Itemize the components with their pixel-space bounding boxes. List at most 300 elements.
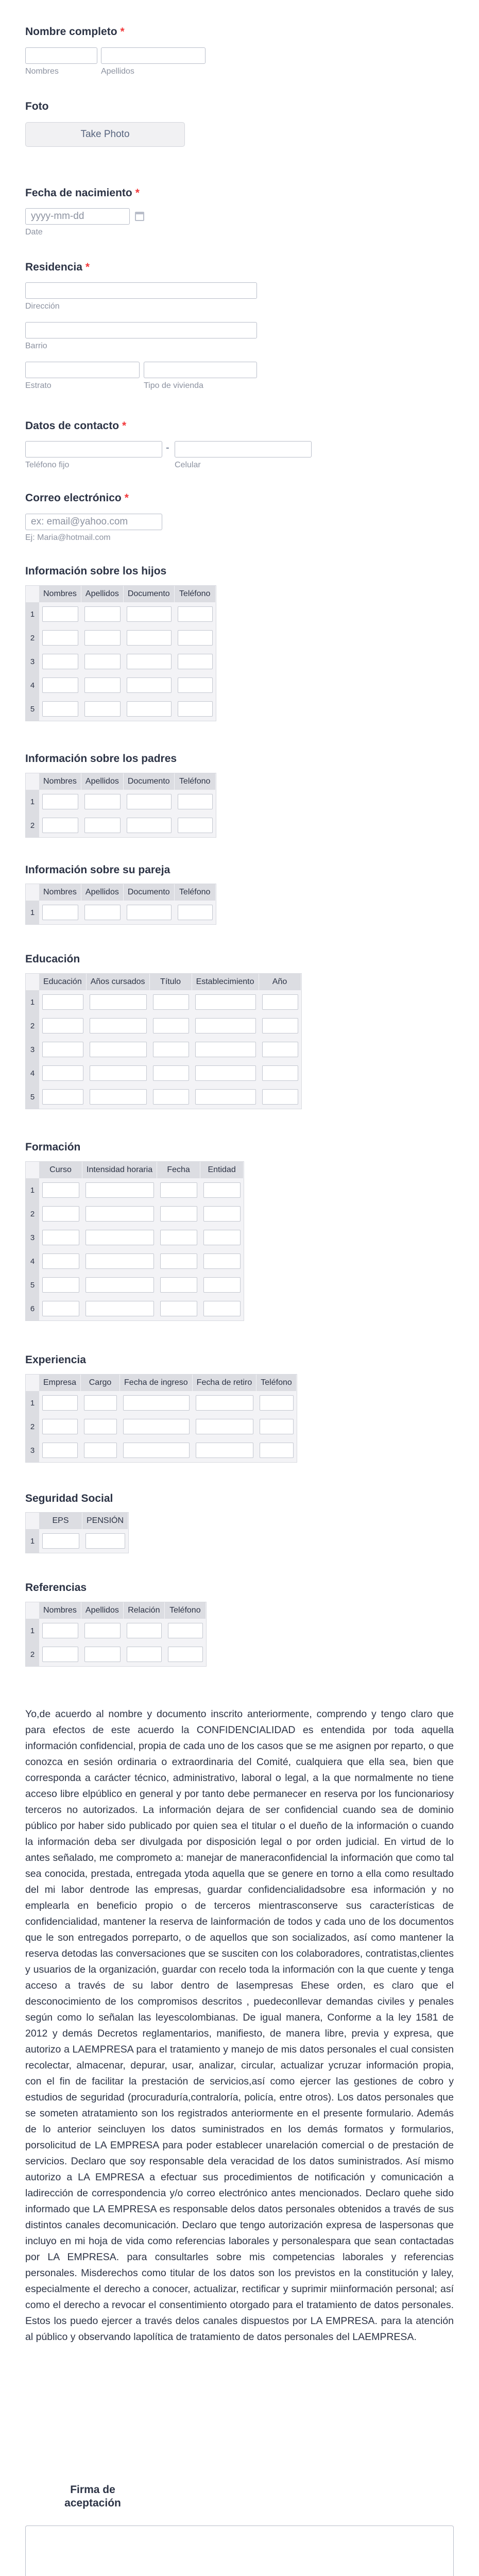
birthdate-label-text: Fecha de nacimiento (25, 187, 132, 199)
birthdate-input[interactable] (25, 208, 130, 225)
matrix-row-header: 1 (26, 1178, 39, 1202)
matrix-cell (175, 697, 216, 721)
matrix-cell-input[interactable] (203, 1277, 241, 1293)
matrix-row-header: 2 (26, 1642, 39, 1666)
mobile-sublabel: Celular (175, 461, 201, 469)
calendar-icon[interactable] (135, 212, 144, 221)
matrix-cell-input[interactable] (42, 1018, 83, 1033)
matrix-row-header: 3 (26, 1438, 39, 1462)
matrix-column-header: Nombres (39, 1602, 81, 1619)
matrix-cell-input[interactable] (262, 1065, 298, 1081)
matrix-cell (259, 1014, 301, 1038)
matrix-column-header: Apellidos (81, 773, 124, 790)
matrix-column-header: Cargo (81, 1375, 120, 1391)
matrix-cell-input[interactable] (42, 1533, 79, 1549)
matrix-cell-input[interactable] (196, 1419, 254, 1434)
matrix-cell-input[interactable] (127, 630, 172, 646)
matrix-column-header: Nombres (39, 773, 81, 790)
matrix-cell-input[interactable] (42, 1182, 79, 1198)
matrix-cell-input[interactable] (262, 1089, 298, 1105)
matrix-cell (120, 1438, 193, 1462)
full-name-label (25, 26, 125, 38)
matrix-corner (26, 1513, 39, 1529)
matrix-cell (82, 1226, 157, 1249)
matrix-cell (193, 1391, 257, 1415)
matrix-cell (157, 1297, 200, 1320)
matrix-row-header: 1 (26, 790, 39, 814)
matrix-cell (175, 814, 216, 837)
matrix-cell-input[interactable] (127, 818, 172, 833)
training-title: Formación (25, 1141, 81, 1153)
required-marker: * (120, 26, 125, 38)
matrix-cell-input[interactable] (84, 818, 121, 833)
matrix-cell-input[interactable] (123, 1419, 190, 1434)
matrix-column-header: Entidad (200, 1162, 244, 1178)
matrix-cell-input[interactable] (42, 701, 78, 717)
matrix-cell-input[interactable] (42, 677, 78, 693)
matrix-cell-input[interactable] (123, 1443, 190, 1458)
email-label (25, 492, 129, 504)
matrix-cell (39, 626, 81, 650)
matrix-cell (39, 1642, 81, 1666)
matrix-row-header: 2 (26, 1014, 39, 1038)
matrix-row-header: 6 (26, 1297, 39, 1320)
matrix-cell-input[interactable] (85, 1277, 154, 1293)
matrix-cell-input[interactable] (127, 794, 172, 809)
matrix-cell-input[interactable] (84, 1395, 117, 1411)
matrix-cell-input[interactable] (203, 1301, 241, 1316)
matrix-cell-input[interactable] (153, 1042, 189, 1057)
matrix-cell-input[interactable] (84, 654, 121, 669)
matrix-cell-input[interactable] (168, 1623, 203, 1638)
matrix-cell-input[interactable] (84, 905, 121, 920)
matrix-cell (39, 1178, 82, 1202)
matrix-cell-input[interactable] (42, 1395, 78, 1411)
residence-label-text: Residencia (25, 261, 82, 273)
residence-label (25, 261, 90, 274)
matrix-corner (26, 1162, 39, 1178)
matrix-column-header: Documento (124, 586, 175, 602)
matrix-cell-input[interactable] (127, 1647, 162, 1662)
references-title: Referencias (25, 1582, 87, 1594)
signature-pad[interactable] (25, 2526, 454, 2576)
required-marker: * (135, 187, 140, 199)
matrix-corner (26, 884, 39, 901)
matrix-cell (259, 1085, 301, 1109)
matrix-column-header: Teléfono (256, 1375, 297, 1391)
matrix-cell (39, 1273, 82, 1297)
matrix-cell-input[interactable] (262, 1042, 298, 1057)
matrix-cell (87, 990, 150, 1014)
matrix-cell (87, 1085, 150, 1109)
matrix-cell-input[interactable] (127, 905, 172, 920)
matrix-cell-input[interactable] (203, 1230, 241, 1245)
matrix-cell-input[interactable] (160, 1206, 197, 1222)
matrix-cell-input[interactable] (84, 630, 121, 646)
matrix-cell-input[interactable] (260, 1419, 294, 1434)
matrix-cell-input[interactable] (178, 905, 213, 920)
contact-label-text: Datos de contacto (25, 420, 119, 432)
email-input[interactable] (25, 514, 162, 530)
matrix-cell (124, 650, 175, 673)
matrix-cell-input[interactable] (42, 1443, 78, 1458)
matrix-cell-input[interactable] (85, 1206, 154, 1222)
matrix-row-header: 4 (26, 1061, 39, 1085)
matrix-cell (256, 1415, 297, 1438)
matrix-cell-input[interactable] (203, 1253, 241, 1269)
matrix-cell-input[interactable] (262, 1018, 298, 1033)
experience-matrix (25, 1374, 297, 1463)
matrix-column-header: Año (259, 974, 301, 990)
matrix-cell-input[interactable] (153, 1089, 189, 1105)
matrix-row-header: 1 (26, 1619, 39, 1642)
matrix-cell (193, 1438, 257, 1462)
matrix-cell (175, 790, 216, 814)
matrix-row-header: 3 (26, 650, 39, 673)
matrix-row (26, 814, 216, 837)
matrix-cell-input[interactable] (178, 701, 213, 717)
matrix-cell (193, 1415, 257, 1438)
matrix-cell-input[interactable] (42, 1065, 83, 1081)
matrix-cell (39, 990, 87, 1014)
matrix-cell-input[interactable] (160, 1182, 197, 1198)
matrix-cell (39, 1202, 82, 1226)
matrix-row-header: 2 (26, 1415, 39, 1438)
matrix-cell-input[interactable] (127, 654, 172, 669)
matrix-column-header: Años cursados (87, 974, 150, 990)
matrix-cell-input[interactable] (42, 905, 78, 920)
matrix-column-header: Establecimiento (192, 974, 259, 990)
matrix-cell (39, 1226, 82, 1249)
neighborhood-input[interactable] (25, 322, 257, 338)
matrix-cell (124, 1619, 165, 1642)
neighborhood-sublabel: Barrio (25, 342, 47, 350)
matrix-cell-input[interactable] (203, 1206, 241, 1222)
matrix-cell-input[interactable] (160, 1301, 197, 1316)
matrix-cell (81, 1438, 120, 1462)
matrix-column-header: Intensidad horaria (82, 1162, 157, 1178)
matrix-cell-input[interactable] (195, 1065, 256, 1081)
matrix-row-header: 4 (26, 1249, 39, 1273)
matrix-cell (87, 1038, 150, 1061)
first-name-input[interactable] (25, 47, 97, 64)
matrix-cell-input[interactable] (42, 794, 78, 809)
matrix-cell (39, 790, 81, 814)
references-matrix (25, 1602, 207, 1667)
address-input[interactable] (25, 282, 257, 299)
partner-matrix (25, 884, 216, 925)
matrix-cell (39, 673, 81, 697)
matrix-cell (256, 1438, 297, 1462)
matrix-cell-input[interactable] (90, 994, 147, 1010)
matrix-cell (82, 1178, 157, 1202)
first-name-sublabel: Nombres (25, 67, 59, 76)
signature-label: Firma de aceptación (64, 2484, 121, 2509)
parents-info-title: Información sobre los padres (25, 753, 177, 765)
matrix-cell (200, 1249, 244, 1273)
social-security-title: Seguridad Social (25, 1493, 113, 1504)
matrix-cell (81, 1391, 120, 1415)
matrix-cell-input[interactable] (42, 1230, 79, 1245)
matrix-cell-input[interactable] (90, 1065, 147, 1081)
matrix-cell-input[interactable] (195, 1018, 256, 1033)
matrix-cell (150, 1085, 192, 1109)
matrix-column-header: Teléfono (175, 586, 216, 602)
matrix-cell-input[interactable] (160, 1277, 197, 1293)
social-security-matrix (25, 1512, 129, 1553)
matrix-cell-input[interactable] (42, 818, 78, 833)
matrix-row (26, 1226, 244, 1249)
mobile-input[interactable] (175, 441, 312, 457)
matrix-cell (82, 1249, 157, 1273)
required-marker: * (122, 420, 127, 432)
matrix-cell-input[interactable] (42, 1042, 83, 1057)
matrix-cell-input[interactable] (168, 1647, 203, 1662)
matrix-cell (81, 626, 124, 650)
matrix-cell (124, 814, 175, 837)
matrix-cell-input[interactable] (42, 606, 78, 622)
matrix-row-header: 1 (26, 602, 39, 626)
matrix-cell (39, 814, 81, 837)
matrix-cell-input[interactable] (178, 606, 213, 622)
matrix-column-header: Documento (124, 773, 175, 790)
matrix-cell-input[interactable] (160, 1230, 197, 1245)
matrix-column-header: Apellidos (81, 586, 124, 602)
matrix-cell (175, 673, 216, 697)
matrix-cell (39, 1038, 87, 1061)
matrix-cell-input[interactable] (178, 794, 213, 809)
matrix-cell (200, 1226, 244, 1249)
matrix-cell-input[interactable] (84, 1623, 121, 1638)
matrix-cell-input[interactable] (195, 994, 256, 1010)
matrix-cell (124, 626, 175, 650)
matrix-cell (157, 1178, 200, 1202)
matrix-cell-input[interactable] (42, 654, 78, 669)
matrix-cell-input[interactable] (127, 606, 172, 622)
matrix-cell-input[interactable] (84, 677, 121, 693)
matrix-cell (200, 1297, 244, 1320)
landline-sublabel: Teléfono fijo (25, 461, 70, 469)
matrix-row-header: 3 (26, 1038, 39, 1061)
matrix-cell (259, 990, 301, 1014)
matrix-cell-input[interactable] (85, 1230, 154, 1245)
matrix-cell (81, 650, 124, 673)
email-sublabel: Ej: Maria@hotmail.com (25, 533, 111, 542)
matrix-cell-input[interactable] (260, 1395, 294, 1411)
matrix-cell (81, 790, 124, 814)
matrix-row (26, 1438, 297, 1462)
matrix-cell (39, 1297, 82, 1320)
matrix-cell-input[interactable] (42, 1419, 78, 1434)
matrix-cell-input[interactable] (42, 994, 83, 1010)
matrix-cell (39, 602, 81, 626)
matrix-row (26, 1061, 301, 1085)
matrix-row (26, 1249, 244, 1273)
matrix-column-header: Teléfono (165, 1602, 206, 1619)
matrix-cell (39, 901, 81, 924)
matrix-cell-input[interactable] (85, 1182, 154, 1198)
matrix-corner (26, 773, 39, 790)
matrix-cell (150, 990, 192, 1014)
matrix-cell-input[interactable] (160, 1253, 197, 1269)
parents-matrix (25, 773, 216, 838)
matrix-column-header: Fecha de ingreso (120, 1375, 193, 1391)
matrix-cell-input[interactable] (195, 1042, 256, 1057)
matrix-column-header: Teléfono (175, 773, 216, 790)
landline-input[interactable] (25, 441, 162, 457)
matrix-cell-input[interactable] (153, 994, 189, 1010)
matrix-row (26, 1529, 128, 1553)
matrix-cell (82, 1273, 157, 1297)
matrix-cell-input[interactable] (203, 1182, 241, 1198)
matrix-cell-input[interactable] (127, 677, 172, 693)
matrix-row (26, 697, 216, 721)
matrix-row-header: 1 (26, 990, 39, 1014)
matrix-corner (26, 1602, 39, 1619)
matrix-cell (200, 1178, 244, 1202)
matrix-cell-input[interactable] (260, 1443, 294, 1458)
matrix-row (26, 602, 216, 626)
matrix-cell-input[interactable] (84, 1443, 117, 1458)
matrix-cell (39, 650, 81, 673)
matrix-cell-input[interactable] (178, 630, 213, 646)
matrix-row-header: 5 (26, 1273, 39, 1297)
matrix-row (26, 1038, 301, 1061)
matrix-cell-input[interactable] (42, 1647, 78, 1662)
matrix-cell-input[interactable] (84, 1419, 117, 1434)
matrix-cell (192, 990, 259, 1014)
matrix-cell (175, 650, 216, 673)
matrix-cell-input[interactable] (196, 1395, 254, 1411)
partner-info-title: Información sobre su pareja (25, 864, 170, 876)
matrix-cell (192, 1085, 259, 1109)
matrix-row (26, 1619, 206, 1642)
matrix-cell (256, 1391, 297, 1415)
matrix-cell-input[interactable] (90, 1018, 147, 1033)
matrix-column-header: Título (150, 974, 192, 990)
matrix-cell (81, 697, 124, 721)
matrix-corner (26, 586, 39, 602)
matrix-cell-input[interactable] (127, 701, 172, 717)
matrix-cell (120, 1415, 193, 1438)
matrix-column-header: Relación (124, 1602, 165, 1619)
housing-type-input[interactable] (144, 362, 257, 378)
matrix-cell-input[interactable] (42, 1623, 78, 1638)
stratum-input[interactable] (25, 362, 140, 378)
matrix-cell-input[interactable] (178, 677, 213, 693)
matrix-cell-input[interactable] (42, 1089, 83, 1105)
matrix-cell (150, 1014, 192, 1038)
matrix-cell (157, 1249, 200, 1273)
matrix-cell (39, 1249, 82, 1273)
matrix-row (26, 650, 216, 673)
matrix-cell (39, 1014, 87, 1038)
matrix-cell (81, 814, 124, 837)
matrix-cell (150, 1061, 192, 1085)
matrix-cell-input[interactable] (85, 1301, 154, 1316)
consent-text: Yo,de acuerdo al nombre y documento inscrito anteriormente, comprendo y tengo claro que para efectos de este acuerdo la CONFIDENCIALIDAD es entendida por toda aquella información confidencial, propia de cada uno de los casos que se me asignen por reparto, o que conozca en sesión ordinaria o extraordinaria del Comité, cualquiera que ella sea, bien que corresponda a carácter técnico, administrativo, laboral o legal, a la que normalmente no tiene acceso libre elpúblico en general y por tanto debe permanecer en reserva por los funcionariosy terceros no autorizados. La información dejara de ser confidencial cuando sea de dominio público por haber sido publicado por quien sea el titular o el dueño de la información o cuando la información deba ser divulgada por disposición legal o por orden judicial. En virtud de lo antes señalado, me comprometo a: manejar de maneraconfidencial la información que como tal sea conocida, prestada, entregada ytoda aquella que se genere en torno a ella como resultado del mi labor dentrode las empresas, guardar confidencialidadsobre esa información y no emplearla en beneficio propio o de terceros mientrasconserve sus características de confidencialidad, mantener la reserva de lainformación de todos y cada uno de los documentos que le son entregados porreparto, o de aquellos que son socializados, así como mantener la reserva detodas las conversaciones que se susciten con los colaboradores, contratistas,clientes y usuarios de la organización, guardar con recelo toda la información con la que cuente y tenga acceso a través de su labor dentro de lasempresas Ehese orden, es claro que el desconocimiento de los compromisos descritos , puedeconllevar demandas civiles y penales según como lo señalan las leyescolombianas. De igual manera, Conforme a la ley 1581 de 2012 y demás Decretos reglamentarios, manifiesto, de manera libre, previa y expresa, que autorizo a LAEMPRESA para el tratamiento y manejo de mis datos personales el cual consisten recolectar, almacenar, depurar, usar, analizar, circular, actualizar ycruzar información propia, con el fin de facilitar la prestación de servicios,así como ejercer las gestiones de cobro y estudios de seguridad (procuraduría,contraloría, policía, entre otros). Los datos personales que se someten atratamiento son los registrados anteriormente en el presente formulario. Además de lo anterior seincluyen los datos suministrados en los demás formatos y formularios, porsolicitud de LA EMPRESA para poder establecer unarelación comercial o de prestación de servicios. Declaro que soy responsable dela veracidad de los datos suministrados. Así mismo autorizo a LA EMPRESA a efectuar sus procedimientos de notificación y comunicación a ladirección de correspondencia y/o correo electrónico antes mencionados. Declaro quehe sido informado que LA EMPRESA es responsable delos datos personales obtenidos a través de sus distintos canales decomunicación. Declaro que tengo autorización expresa de laspersonas que incluyo en mi hoja de vida como referencias laborales y personalespara que sean contactadas por LA EMPRESA. para consultarles sobre mis competencias laborales y referencias personales. Misderechos como titular de los datos son los previstos en la constitución y laley, especialmente el derecho a conocer, actualizar, rectificar y suprimir miinformación personal; así como el derecho a revocar el consentimiento otorgado para el tratamiento de datos personales. Estos los puedo ejercer a través delos canales dispuestos por LA EMPRESA. para la atención al público y observando lapolítica de tratamiento de datos personales del LAEMPRESA. (25, 1708, 454, 2343)
matrix-cell-input[interactable] (262, 994, 298, 1010)
matrix-cell (39, 1061, 87, 1085)
matrix-cell (157, 1273, 200, 1297)
matrix-row-header: 1 (26, 1529, 39, 1553)
last-name-input[interactable] (101, 47, 206, 64)
matrix-row-header: 4 (26, 673, 39, 697)
matrix-column-header: Nombres (39, 586, 81, 602)
matrix-cell (87, 1014, 150, 1038)
matrix-row (26, 673, 216, 697)
matrix-cell (150, 1038, 192, 1061)
required-marker: * (124, 492, 129, 504)
matrix-cell-input[interactable] (42, 1277, 79, 1293)
matrix-cell-input[interactable] (42, 630, 78, 646)
matrix-cell-input[interactable] (85, 1253, 154, 1269)
training-matrix (25, 1161, 244, 1321)
take-photo-button[interactable]: Take Photo (25, 122, 185, 147)
matrix-cell-input[interactable] (178, 654, 213, 669)
phone-separator: - (166, 442, 169, 453)
matrix-cell-input[interactable] (42, 1206, 79, 1222)
matrix-cell-input[interactable] (153, 1065, 189, 1081)
matrix-cell-input[interactable] (153, 1018, 189, 1033)
matrix-cell (124, 901, 175, 924)
matrix-cell (192, 1014, 259, 1038)
matrix-row-header: 3 (26, 1226, 39, 1249)
matrix-row-header: 2 (26, 1202, 39, 1226)
matrix-column-header: Nombres (39, 884, 81, 901)
matrix-row (26, 1202, 244, 1226)
matrix-cell-input[interactable] (127, 1623, 162, 1638)
matrix-row (26, 1297, 244, 1320)
matrix-cell-input[interactable] (178, 818, 213, 833)
matrix-cell (165, 1619, 206, 1642)
birthdate-label (25, 187, 140, 199)
matrix-cell-input[interactable] (90, 1042, 147, 1057)
matrix-cell (81, 1619, 124, 1642)
full-name-label-text: Nombre completo (25, 26, 117, 38)
matrix-cell (124, 790, 175, 814)
address-sublabel: Dirección (25, 302, 60, 311)
matrix-cell (175, 901, 216, 924)
matrix-cell-input[interactable] (85, 1533, 125, 1549)
matrix-column-header: Curso (39, 1162, 82, 1178)
matrix-row (26, 990, 301, 1014)
matrix-cell-input[interactable] (84, 701, 121, 717)
matrix-row-header: 2 (26, 626, 39, 650)
matrix-column-header: PENSIÓN (82, 1513, 128, 1529)
matrix-cell-input[interactable] (84, 1647, 121, 1662)
matrix-cell-input[interactable] (90, 1089, 147, 1105)
matrix-cell-input[interactable] (196, 1443, 254, 1458)
matrix-cell (124, 697, 175, 721)
matrix-cell (120, 1391, 193, 1415)
matrix-row (26, 1415, 297, 1438)
matrix-cell-input[interactable] (123, 1395, 190, 1411)
matrix-column-header: Educación (39, 974, 87, 990)
matrix-cell-input[interactable] (84, 606, 121, 622)
matrix-cell-input[interactable] (42, 1301, 79, 1316)
matrix-cell (81, 673, 124, 697)
matrix-cell-input[interactable] (42, 1253, 79, 1269)
matrix-row (26, 1642, 206, 1666)
matrix-cell (192, 1038, 259, 1061)
matrix-cell-input[interactable] (84, 794, 121, 809)
matrix-cell-input[interactable] (195, 1089, 256, 1105)
last-name-sublabel: Apellidos (101, 67, 134, 76)
matrix-cell (39, 697, 81, 721)
education-title: Educación (25, 953, 80, 965)
matrix-cell (39, 1619, 81, 1642)
